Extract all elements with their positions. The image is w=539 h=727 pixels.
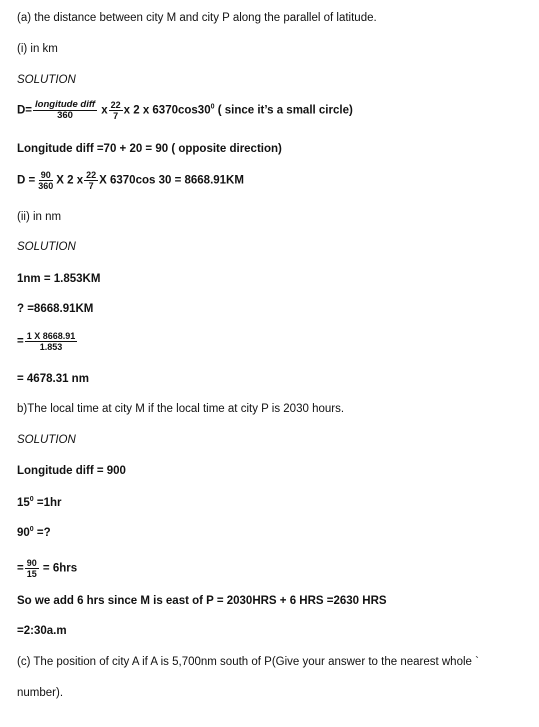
fraction-denominator: 360 (38, 181, 54, 191)
fraction-denominator: 1.853 (39, 342, 63, 352)
hours-fraction-line (17, 558, 77, 579)
fraction-prefix: = (17, 562, 24, 575)
solution-label: SOLUTION (17, 241, 76, 253)
formula-note: ( since it’s a small circle) (214, 104, 353, 117)
fraction-numerator: 90 (40, 170, 51, 180)
formula-rest: x 2 x 6370cos30 (123, 104, 211, 117)
degree-superscript: 0 (29, 526, 34, 533)
fraction-denominator: 7 (88, 181, 94, 191)
degree-superscript: 0 (210, 103, 215, 111)
formula-prefix: D= (17, 104, 33, 117)
formula-mid: X 2 x (56, 174, 84, 187)
nm-result: = 4678.31 nm (17, 373, 89, 385)
degree-superscript: 0 (29, 496, 34, 503)
nm-fraction (25, 331, 78, 352)
pi-fraction (84, 170, 98, 191)
ninety-degree-line (17, 523, 51, 540)
fraction-numerator: longitude diff (35, 99, 96, 110)
b-result: =2:30a.m (17, 625, 67, 637)
fraction-denominator: 360 (57, 110, 73, 121)
b-add-hours-line: So we add 6 hrs since M is east of P = 2030HRS + 6 HRS =2630 HRS (17, 595, 387, 607)
part-a-ii-label: (ii) in nm (17, 211, 62, 223)
nm-fraction-line (17, 331, 78, 352)
value-rest: =? (33, 526, 51, 539)
fifteen-degree-line (17, 493, 62, 510)
formula-prefix: D = (17, 174, 36, 187)
ninety-fraction (36, 170, 55, 191)
part-a-heading: (a) the distance between city M and city P along the parallel of latitude. (17, 12, 377, 24)
solution-label: SOLUTION (17, 74, 76, 86)
value: 90 (17, 526, 30, 539)
value: 15 (17, 496, 30, 509)
fraction-numerator: 22 (110, 100, 121, 110)
part-a-i-label: (i) in km (17, 43, 58, 55)
fraction-denominator: 7 (113, 111, 119, 121)
longitude-fraction (33, 100, 97, 121)
distance-formula-2 (17, 170, 244, 191)
fraction-numerator: 90 (26, 558, 37, 568)
fraction-numerator: 1 X 8668.91 (26, 331, 76, 341)
multiply-sign: x (101, 104, 108, 117)
nm-unknown-line: ? =8668.91KM (17, 303, 94, 315)
part-c-continuation: number). (17, 687, 64, 699)
fraction-numerator: 22 (86, 170, 97, 180)
formula-rest: X 6370cos 30 = 8668.91KM (99, 174, 244, 187)
part-b-heading: b)The local time at city M if the local time at city P is 2030 hours. (17, 403, 345, 415)
fraction-result: = 6hrs (39, 562, 78, 575)
fraction-denominator: 15 (26, 569, 37, 579)
pi-fraction (109, 100, 123, 121)
part-c-heading: (c) The position of city A if A is 5,700nm south of P(Give your answer to the nearest whole ` (17, 656, 479, 668)
distance-formula-1 (17, 100, 353, 121)
solution-label: SOLUTION (17, 434, 76, 446)
value-rest: =1hr (33, 496, 62, 509)
longitude-diff-line: Longitude diff =70 + 20 = 90 ( opposite direction) (17, 143, 282, 155)
b-longitude-diff: Longitude diff = 900 (17, 465, 126, 477)
fraction-prefix: = (17, 335, 24, 348)
nm-conversion-line: 1nm = 1.853KM (17, 273, 101, 285)
hours-fraction (25, 558, 39, 579)
